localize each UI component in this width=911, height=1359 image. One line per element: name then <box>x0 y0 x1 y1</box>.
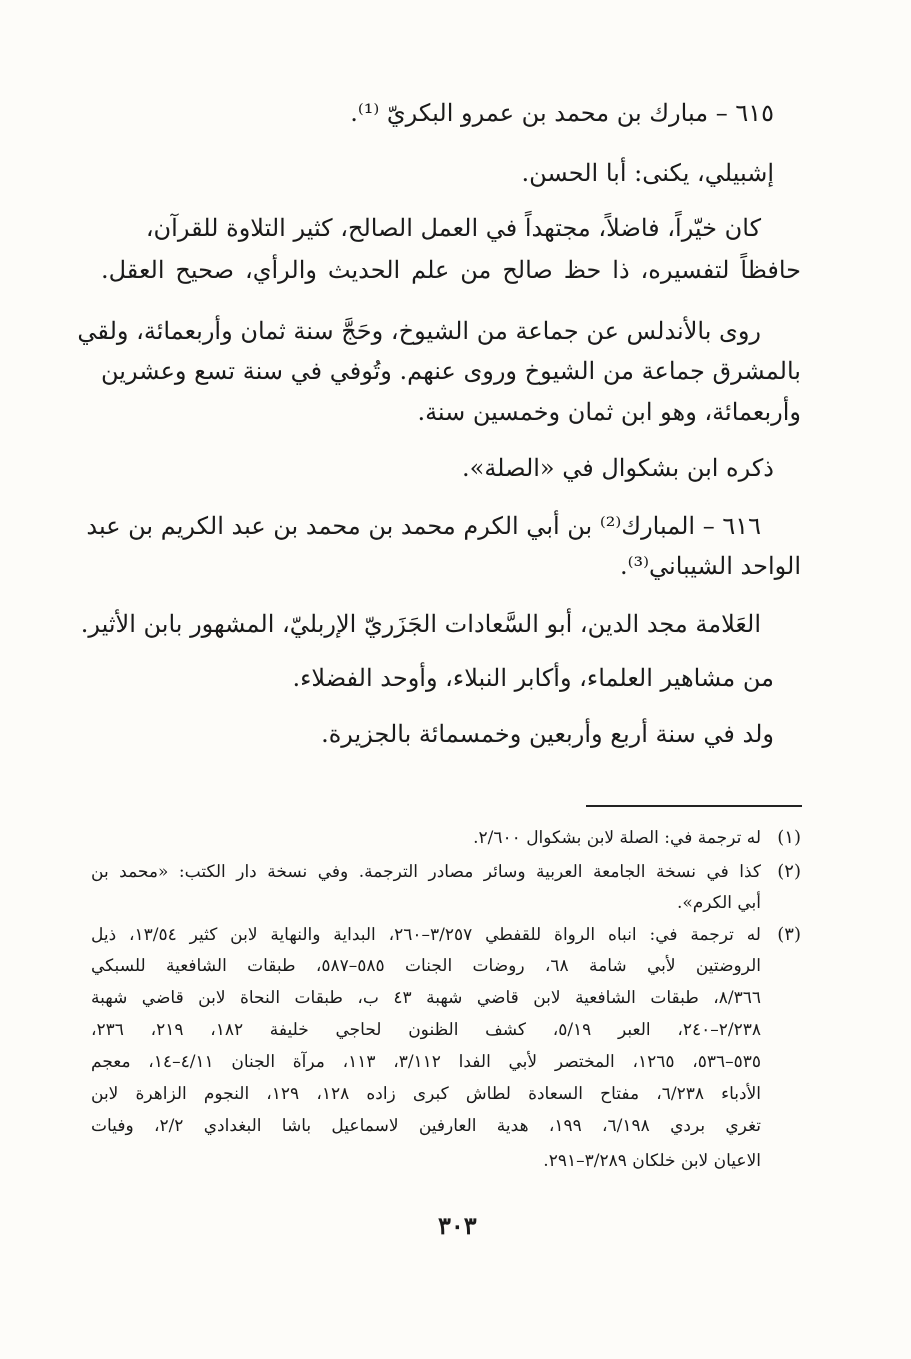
footnote-text: كذا في نسخة الجامعة العربية وسائر مصادر الترجمة. وفي نسخة دار الكتب: «محمد بن <box>91 862 761 882</box>
entry-615-paragraph: روى بالأندلس عن جماعة من الشيوخ، وحَجَّ سنة ثمان وأربعمائة، ولقي <box>77 317 761 345</box>
footnote-number: (٣) <box>777 924 801 945</box>
footnote-number: (٢) <box>777 861 801 882</box>
footnote-text: الأدباء ٦/٢٣٨، مفتاح السعادة لطاش كبرى زاده ١٢٨، ١٢٩، النجوم الزاهرة لابن <box>91 1084 761 1104</box>
footnote-text: الاعيان لابن خلكان ٣/٢٨٩–٢٩١. <box>543 1151 761 1171</box>
entry-615-paragraph: وأربعمائة، وهو ابن ثمان وخمسين سنة. <box>417 398 801 426</box>
entry-615-paragraph: إشبيلي، يكنى: أبا الحسن. <box>521 159 774 187</box>
footnote-text: له ترجمة في: انباه الرواة للقفطي ٣/٢٥٧–٢٦٠، البداية والنهاية لابن كثير ١٣/٥٤، ذيل <box>91 925 761 945</box>
entry-615-paragraph: بالمشرق جماعة من الشيوخ وروى عنهم. وتُوفي في سنة تسع وعشرين <box>101 357 801 385</box>
entry-615-paragraph: حافظاً لتفسيره، ذا حظ صالح من علم الحديث والرأي، صحيح العقل. <box>101 256 801 284</box>
entry-616-heading: ٦١٦ – المبارك⁽²⁾ بن أبي الكرم محمد بن محمد بن عبد الكريم بن عبد <box>86 512 761 540</box>
entry-615-paragraph: كان خيّراً، فاضلاً، مجتهداً في العمل الصالح، كثير التلاوة للقرآن، <box>145 214 761 242</box>
entry-616-heading: الواحد الشيباني⁽³⁾. <box>619 552 801 580</box>
entry-616-paragraph: من مشاهير العلماء، وأكابر النبلاء، وأوحد الفضلاء. <box>292 664 774 692</box>
footnote-text: ٢/٢٣٨–٢٤٠، العبر ٥/١٩، كشف الظنون لحاجي خليفة ١٨٢، ٢١٩، ٢٣٦، <box>91 1020 761 1040</box>
footnote-text: ٥٣٥–٥٣٦، ١٢٦٥، المختصر لأبي الفدا ٣/١١٢، ١١٣، مرآة الجنان ٤/١١–١٤، معجم <box>91 1052 762 1072</box>
footnote-text: الروضتين لأبي شامة ٦٨، روضات الجنات ٥٨٥–٥٨٧، طبقات الشافعية للسبكي <box>91 956 761 976</box>
footnote-number: (١) <box>777 827 801 848</box>
footnote-separator <box>586 805 802 807</box>
footnote-text: ٨/٣٦٦، طبقات الشافعية لابن قاضي شهبة ٤٣ ب، طبقات النحاة لابن قاضي شهبة <box>91 988 761 1008</box>
footnote-text: أبي الكرم». <box>676 893 761 913</box>
footnote-text: له ترجمة في: الصلة لابن بشكوال ٢/٦٠٠. <box>473 828 761 848</box>
entry-616-paragraph: ولد في سنة أربع وأربعين وخمسمائة بالجزيرة. <box>321 720 774 748</box>
footnote-text: تغري بردي ٦/١٩٨، ١٩٩، هدية العارفين لاسماعيل باشا البغدادي ٢/٢، وفيات <box>91 1116 761 1136</box>
entry-615-source: ذكره ابن بشكوال في «الصلة». <box>462 454 774 482</box>
entry-615-heading: ٦١٥ – مبارك بن محمد بن عمرو البكريّ ⁽¹⁾. <box>350 99 774 127</box>
page-number: ٣٠٣ <box>438 1211 477 1240</box>
entry-616-paragraph: العَلامة مجد الدين، أبو السَّعادات الجَزَريّ الإربليّ، المشهور بابن الأثير. <box>80 610 761 638</box>
